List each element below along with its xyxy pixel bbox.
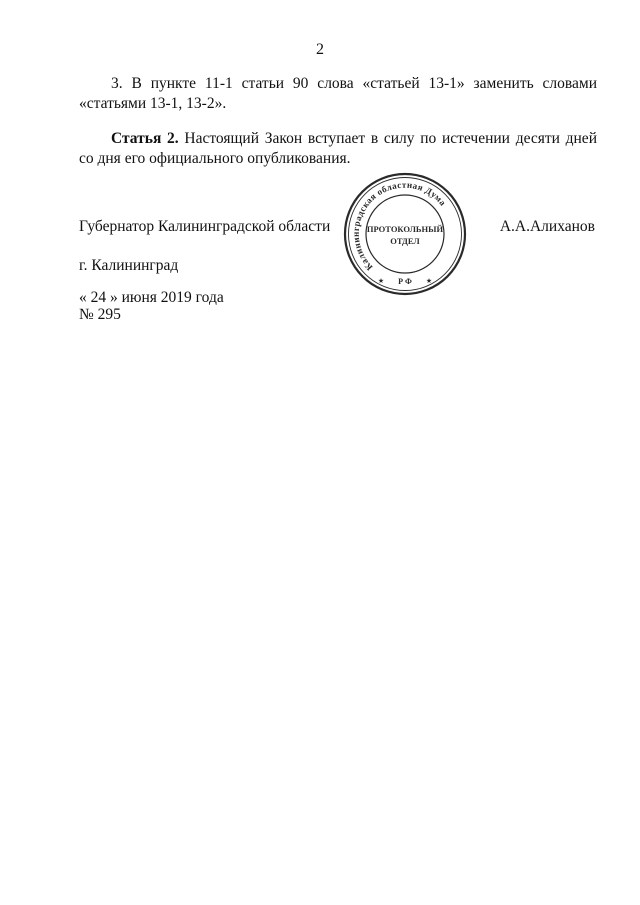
seal-center-line1: ПРОТОКОЛЬНЫЙ — [366, 224, 444, 234]
seal-ring-text: Калининградская областная Дума — [350, 179, 449, 273]
article-2-text: Настоящий Закон вступает в силу по истечении десяти дней со дня его официального опубликования. — [79, 130, 597, 167]
seal-center-line2: ОТДЕЛ — [390, 236, 420, 246]
governor-title: Губернатор Калининградской области — [79, 218, 331, 235]
article-2-label: Статья 2. — [111, 130, 179, 147]
seal-star-right-icon: ★ — [425, 277, 433, 285]
seal-star-left-icon: ★ — [377, 277, 385, 285]
date-line: « 24 » июня 2019 года — [79, 289, 224, 306]
city-line: г. Калининград — [79, 257, 179, 274]
seal-bottom-text: Р Ф — [398, 277, 412, 286]
item-3-text: 3. В пункте 11-1 статьи 90 слова «статьей 13-1» заменить словами «статьями 13-1, 13-2». — [79, 75, 597, 112]
official-seal — [343, 172, 467, 296]
governor-name: А.А.Алиханов — [499, 218, 595, 235]
item-3-paragraph — [79, 74, 597, 114]
number-line: № 295 — [79, 306, 121, 323]
article-2-paragraph — [79, 129, 597, 169]
page-number: 2 — [316, 41, 324, 58]
